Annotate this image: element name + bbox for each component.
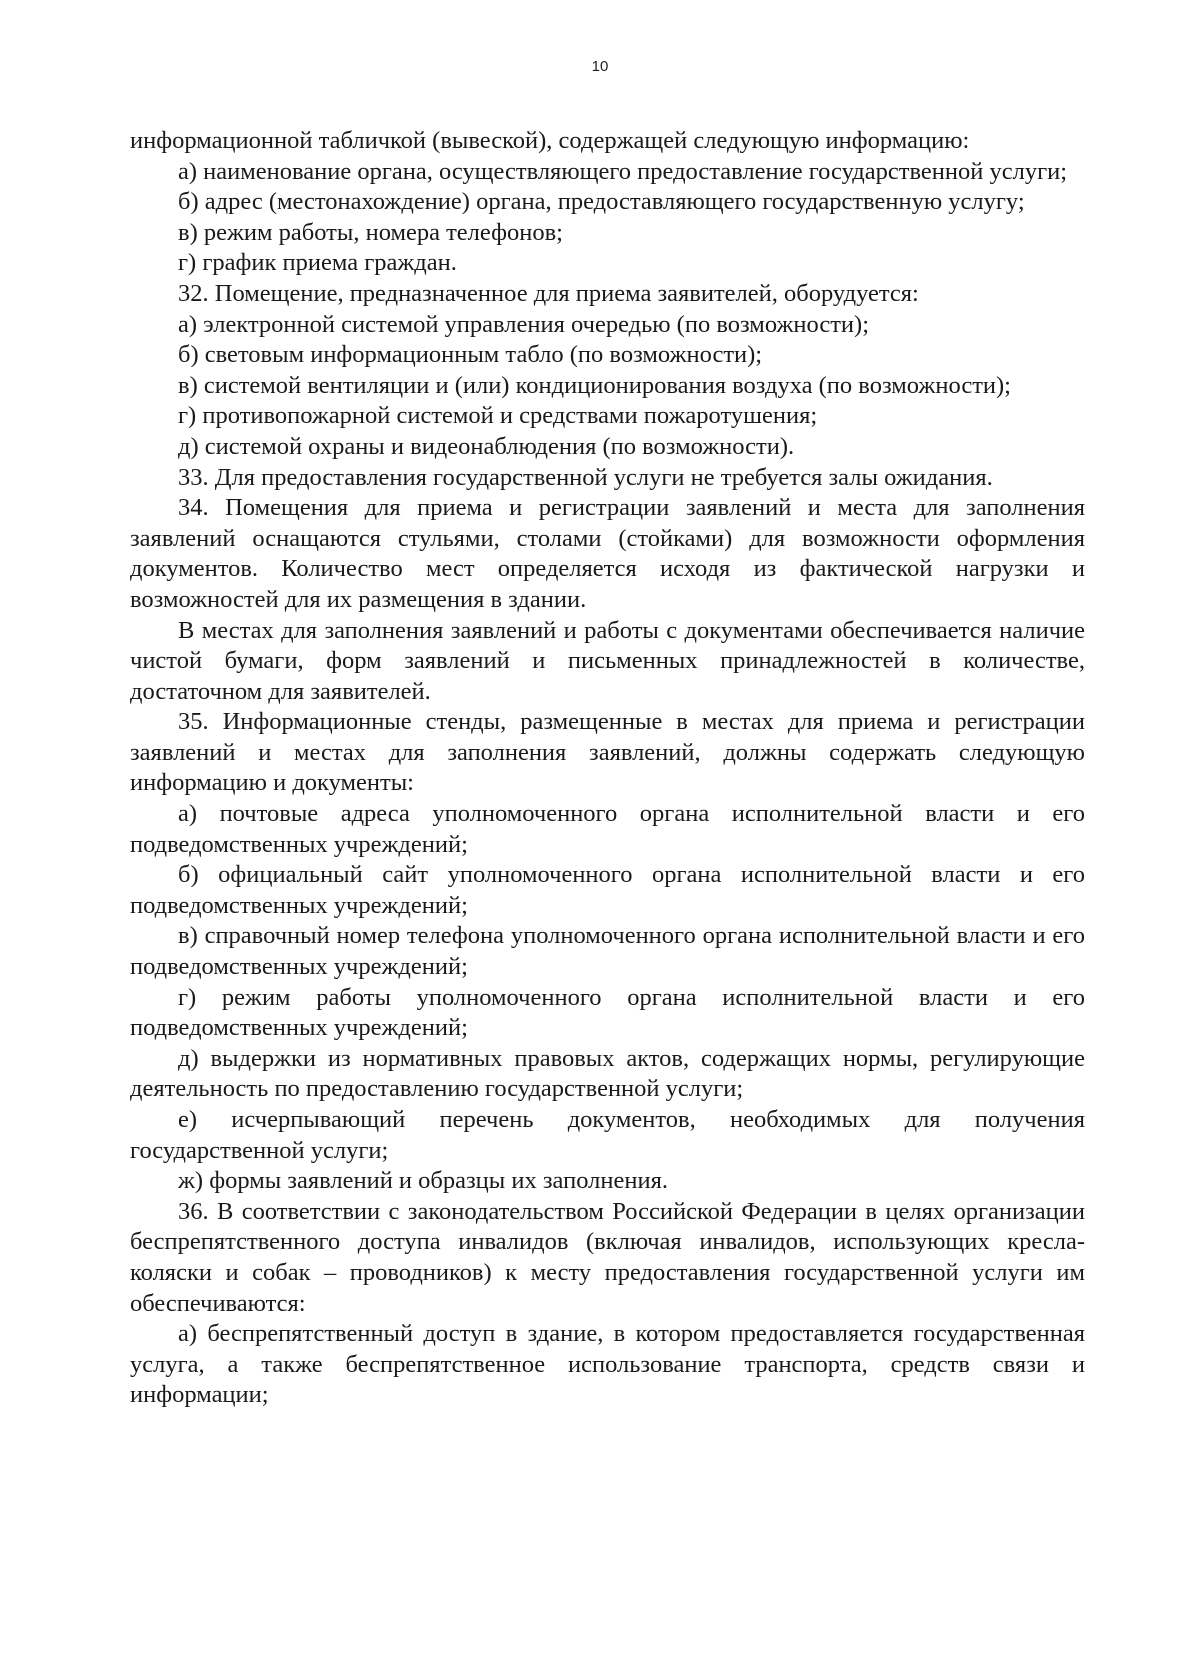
paragraph-clause-35: 35. Информационные стенды, размещенные в местах для приема и регистрации заявлений и местах для заполнения заявлений, должны содержать следующую информацию и документы:	[130, 708, 1085, 797]
paragraph-32-item-d: д) системой охраны и видеонаблюдения (по возможности).	[178, 432, 795, 460]
paragraph-36-item-a: а) беспрепятственный доступ в здание, в котором предоставляется государственная услуга, а также беспрепятственное использование транспорта, средств связи и информации;	[130, 1320, 1085, 1409]
paragraph-clause-36: 36. В соответствии с законодательством Российской Федерации в целях организации беспрепятственного доступа инвалидов (включая инвалидов, использующих кресла-коляски и собак – проводников) к месту предоставления государственной услуги им обеспечиваются:	[130, 1197, 1085, 1317]
paragraph-35-item-zh: ж) формы заявлений и образцы их заполнения.	[178, 1167, 668, 1195]
paragraph-35-item-d: д) выдержки из нормативных правовых актов, содержащих нормы, регулирующие деятельность по предоставлению государственной услуги;	[130, 1044, 1085, 1103]
paragraph-32-item-g: г) противопожарной системой и средствами пожаротушения;	[178, 402, 818, 430]
paragraph-32-item-b: б) световым информационным табло (по возможности);	[178, 341, 763, 369]
paragraph-32-item-v: в) системой вентиляции и (или) кондиционирования воздуха (по возможности);	[178, 371, 1011, 399]
paragraph-35-item-v: в) справочный номер телефона уполномоченного органа исполнительной власти и его подведомственных учреждений;	[130, 922, 1085, 981]
paragraph-32-item-a: а) электронной системой управления очередью (по возможности);	[178, 310, 870, 338]
paragraph-35-item-e: е) исчерпывающий перечень документов, необходимых для получения государственной услуги;	[130, 1106, 1085, 1164]
paragraph-35-item-g: г) режим работы уполномоченного органа исполнительной власти и его подведомственных учреждений;	[130, 983, 1085, 1042]
paragraph-clause-33: 33. Для предоставления государственной услуги не требуется залы ожидания.	[178, 463, 993, 491]
paragraph-item-v-hours: в) режим работы, номера телефонов;	[178, 218, 563, 246]
paragraph-continuation: информационной табличкой (вывеской), содержащей следующую информацию:	[130, 127, 970, 154]
paragraph-item-b-address: б) адрес (местонахождение) органа, предоставляющего государственную услугу;	[178, 188, 1025, 216]
page-number: 10	[591, 58, 609, 75]
document-body	[130, 126, 1085, 1411]
paragraph-clause-32: 32. Помещение, предназначенное для приема заявителей, оборудуется:	[178, 279, 919, 307]
paragraph-clause-34: 34. Помещения для приема и регистрации заявлений и места для заполнения заявлений оснащаются стульями, столами (стойками) для возможности оформления документов. Количество мест определяется исходя из фактической нагрузки и возможностей для их размещения в здании.	[130, 494, 1085, 613]
paragraph-34-supplies: В местах для заполнения заявлений и работы с документами обеспечивается наличие чистой бумаги, форм заявлений и письменных принадлежностей в количестве, достаточном для заявителей.	[130, 616, 1085, 705]
paragraph-item-a-name: а) наименование органа, осуществляющего предоставление государственной услуги;	[178, 157, 1068, 185]
paragraph-item-g-schedule: г) график приема граждан.	[178, 249, 457, 277]
paragraph-35-item-a: а) почтовые адреса уполномоченного органа исполнительной власти и его подведомственных учреждений;	[130, 800, 1085, 858]
paragraph-35-item-b: б) официальный сайт уполномоченного органа исполнительной власти и его подведомственных учреждений;	[130, 861, 1085, 919]
